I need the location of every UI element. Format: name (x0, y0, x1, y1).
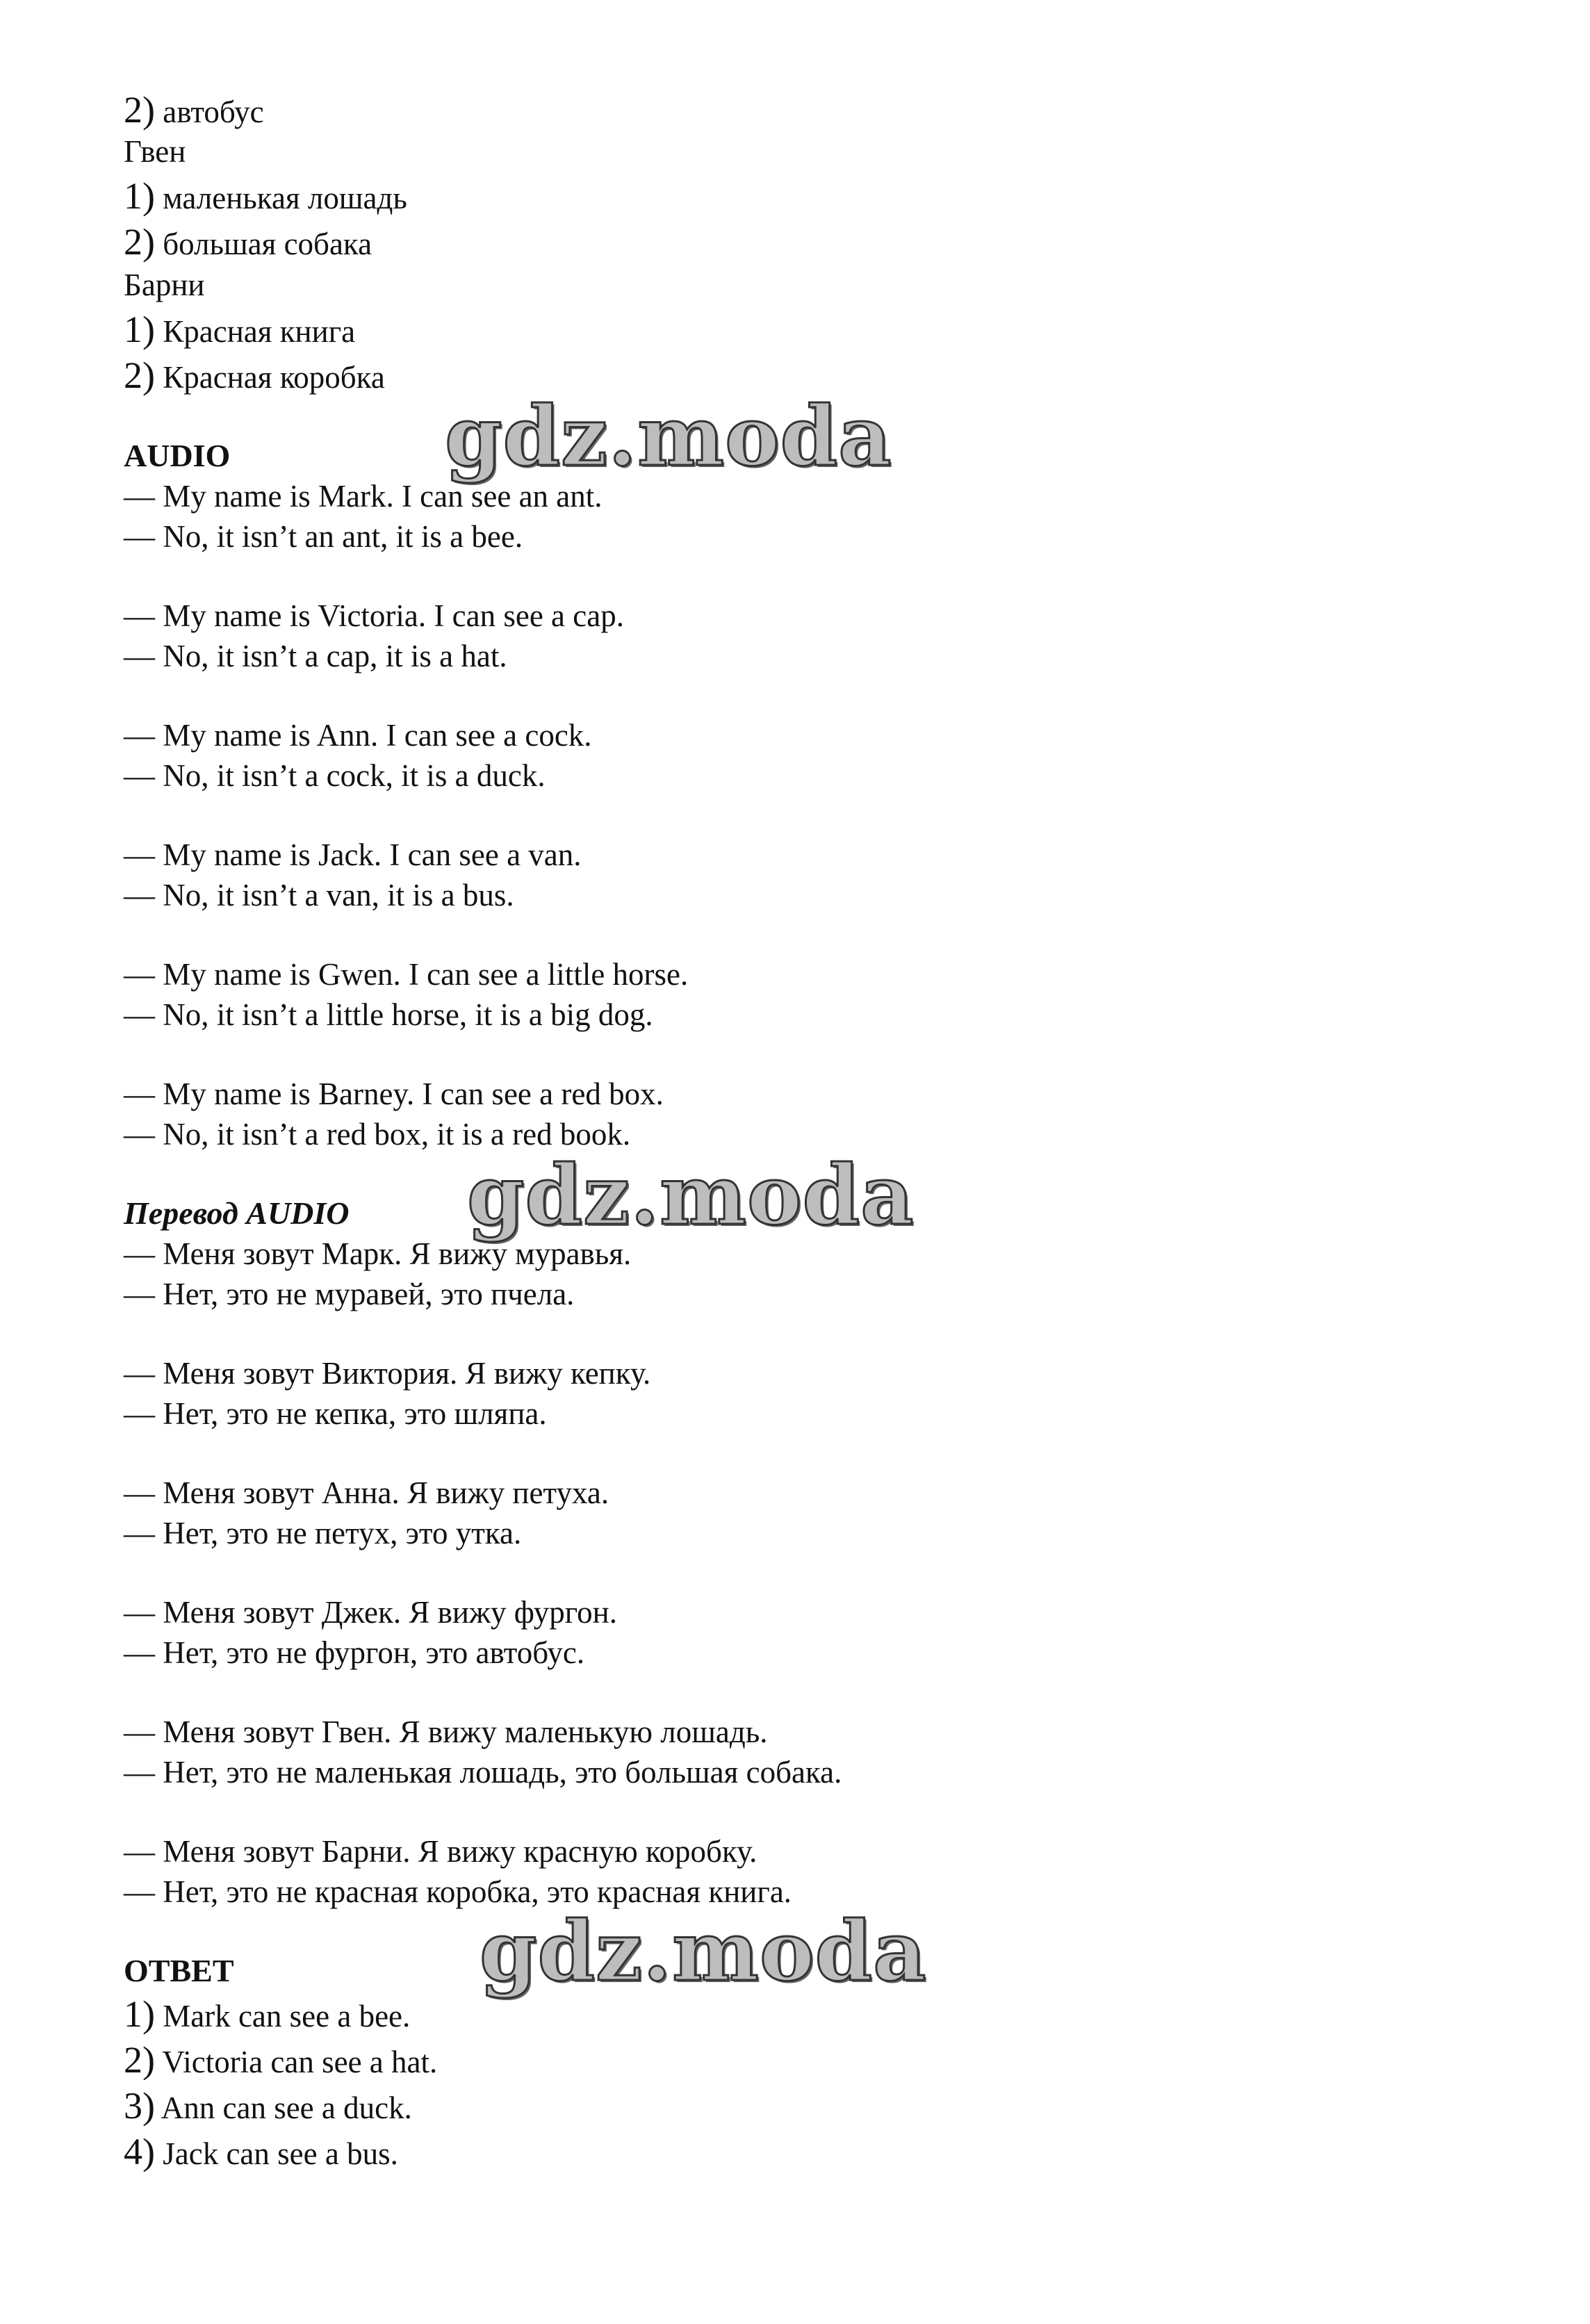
watermark-logo: gdz.moda (467, 1147, 915, 1243)
audio-line: — No, it isn’t a red box, it is a red book. (124, 1117, 631, 1152)
translation-line: — Меня зовут Гвен. Я вижу маленькую лошадь. (124, 1715, 768, 1749)
list-text: Красная коробка (154, 360, 385, 395)
answer-item (124, 1995, 410, 2036)
answer-heading: ОТВЕТ (124, 1953, 234, 1988)
list-number: 1) (124, 175, 155, 217)
list-number: 2) (124, 2039, 155, 2081)
audio-line: — My name is Barney. I can see a red box. (124, 1077, 664, 1111)
audio-line: — My name is Victoria. I can see a cap. (124, 598, 624, 633)
list-text: Jack can see a bus. (154, 2136, 398, 2171)
audio-line: — No, it isn’t a cap, it is a hat. (124, 639, 507, 673)
translation-line: — Меня зовут Барни. Я вижу красную коробку. (124, 1834, 757, 1869)
translation-line: — Меня зовут Джек. Я вижу фургон. (124, 1595, 617, 1630)
answer-item (124, 2132, 398, 2173)
list-text: Ann can see a duck. (154, 2090, 412, 2125)
translation-line: — Меня зовут Виктория. Я вижу кепку. (124, 1356, 651, 1391)
list-text: большая собака (154, 227, 372, 261)
watermark-logo: gdz.moda (445, 388, 892, 484)
list-text: автобус (154, 95, 264, 129)
list-text: Victoria can see a hat. (154, 2045, 438, 2079)
list-number: 1) (124, 309, 155, 350)
list-text: маленькая лошадь (154, 181, 407, 215)
audio-line: — No, it isn’t an ant, it is a bee. (124, 519, 523, 554)
list-number: 4) (124, 2131, 155, 2172)
audio-line: — My name is Jack. I can see a van. (124, 837, 582, 872)
translation-line: — Нет, это не красная коробка, это красная книга. (124, 1874, 792, 1909)
list-number: 2) (124, 89, 155, 131)
translation-line: — Нет, это не фургон, это автобус. (124, 1635, 585, 1670)
list-number: 3) (124, 2085, 155, 2127)
top-line-3 (124, 177, 407, 218)
top-line-2: Гвен (124, 134, 186, 169)
top-line-7 (124, 356, 385, 397)
audio-line: — My name is Mark. I can see an ant. (124, 479, 603, 514)
audio-heading: AUDIO (124, 438, 231, 473)
list-number: 2) (124, 354, 155, 396)
top-line-6 (124, 310, 355, 351)
watermark-logo: gdz.moda (480, 1903, 927, 1999)
audio-line: — No, it isn’t a cock, it is a duck. (124, 758, 546, 793)
answer-item (124, 2086, 412, 2127)
translation-line: — Меня зовут Анна. Я вижу петуха. (124, 1475, 609, 1510)
audio-line: — My name is Gwen. I can see a little horse. (124, 957, 689, 992)
list-number: 2) (124, 221, 155, 263)
translation-line: — Нет, это не петух, это утка. (124, 1516, 522, 1550)
translation-heading: Перевод AUDIO (124, 1195, 350, 1231)
translation-line: — Меня зовут Марк. Я вижу муравья. (124, 1236, 632, 1271)
top-line-1 (124, 90, 264, 131)
translation-line: — Нет, это не муравей, это пчела. (124, 1277, 575, 1311)
top-line-5: Барни (124, 268, 205, 302)
translation-line: — Нет, это не маленькая лошадь, это большая собака. (124, 1755, 842, 1790)
top-line-4 (124, 222, 372, 263)
audio-line: — No, it isn’t a little horse, it is a big dog. (124, 997, 653, 1032)
list-number: 1) (124, 1993, 155, 2035)
list-text: Mark can see a bee. (154, 1999, 411, 2034)
answer-item (124, 2040, 437, 2081)
translation-line: — Нет, это не кепка, это шляпа. (124, 1396, 547, 1431)
audio-line: — My name is Ann. I can see a cock. (124, 718, 592, 753)
list-text: Красная книга (154, 314, 356, 349)
audio-line: — No, it isn’t a van, it is a bus. (124, 878, 514, 913)
